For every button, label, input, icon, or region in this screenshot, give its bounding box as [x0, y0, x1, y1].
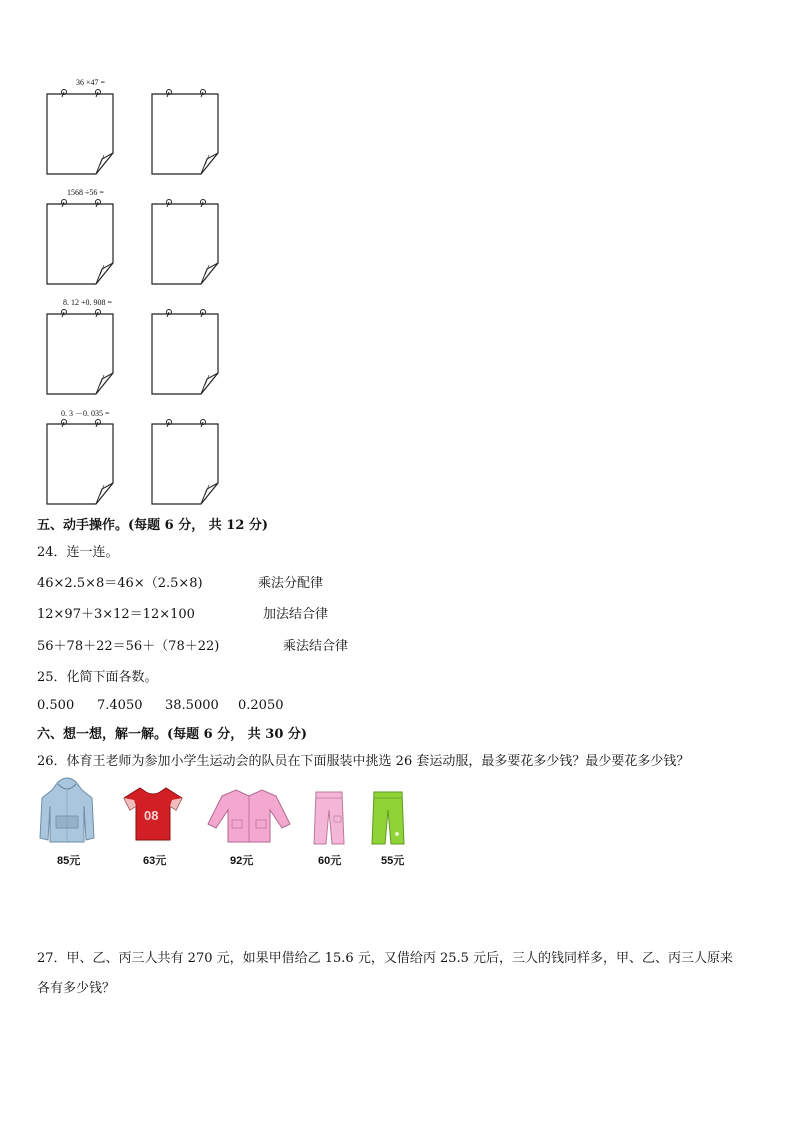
q25-title: 25．化简下面各数。: [37, 670, 158, 685]
tshirt-icon: [122, 786, 184, 846]
expression-2: 1568 ÷56 =: [67, 188, 104, 197]
q24-right-1[interactable]: 乘法分配律: [258, 576, 324, 591]
q24-left-1[interactable]: 46×2.5×8＝46×（2.5×8): [37, 576, 203, 591]
scratch-pad[interactable]: [151, 89, 219, 175]
pink-pants-icon: [312, 790, 346, 850]
q27-line1: 27．甲、乙、丙三人共有 270 元，如果甲借给乙 15.6 元，又借给丙 25.5 元后，三人的钱同样多，甲、乙、丙三人原来: [37, 951, 734, 966]
expression-4: 0. 3 －0. 035 =: [61, 409, 110, 418]
scratch-pad[interactable]: [46, 309, 114, 395]
scratch-pad[interactable]: [46, 419, 114, 505]
scratch-pad[interactable]: [151, 419, 219, 505]
section6-heading: 六、想一想，解一解。(每题 6 分， 共 30 分): [37, 727, 308, 742]
price-jacket: 92元: [230, 855, 254, 867]
hoodie-icon: [38, 776, 96, 850]
q26-text: 26．体育王老师为参加小学生运动会的队员在下面服装中挑选 26 套运动服，最多要花多少钱？最少要花多少钱？: [37, 754, 690, 769]
q24-right-3[interactable]: 乘法结合律: [283, 639, 349, 654]
q27-line2: 各有多少钱？: [37, 981, 116, 996]
green-pants-icon: [370, 790, 406, 850]
q25-number-4: 0.2050: [238, 698, 284, 713]
scratch-pad[interactable]: [46, 89, 114, 175]
price-pink-pants: 60元: [318, 855, 342, 867]
q25-number-1: 0.500: [37, 698, 75, 713]
q24-title: 24．连一连。: [37, 545, 119, 560]
scratch-pad[interactable]: [151, 199, 219, 285]
scratch-pad[interactable]: [46, 199, 114, 285]
price-hoodie: 85元: [57, 855, 81, 867]
q24-left-3[interactable]: 56＋78＋22＝56＋（78＋22): [37, 639, 220, 654]
svg-text:08: 08: [144, 808, 159, 823]
q24-right-2[interactable]: 加法结合律: [263, 607, 329, 622]
q24-left-2[interactable]: 12×97＋3×12＝12×100: [37, 607, 195, 622]
scratch-pad[interactable]: [151, 309, 219, 395]
price-green-pants: 55元: [381, 855, 405, 867]
q25-number-2: 7.4050: [97, 698, 143, 713]
price-tshirt: 63元: [143, 855, 167, 867]
jacket-icon: [206, 788, 292, 848]
expression-3: 8. 12 +0. 908 =: [63, 298, 113, 307]
q25-number-3: 38.5000: [165, 698, 219, 713]
expression-1: 36 ×47 =: [76, 78, 106, 87]
section5-heading: 五、动手操作。(每题 6 分， 共 12 分): [37, 518, 269, 533]
